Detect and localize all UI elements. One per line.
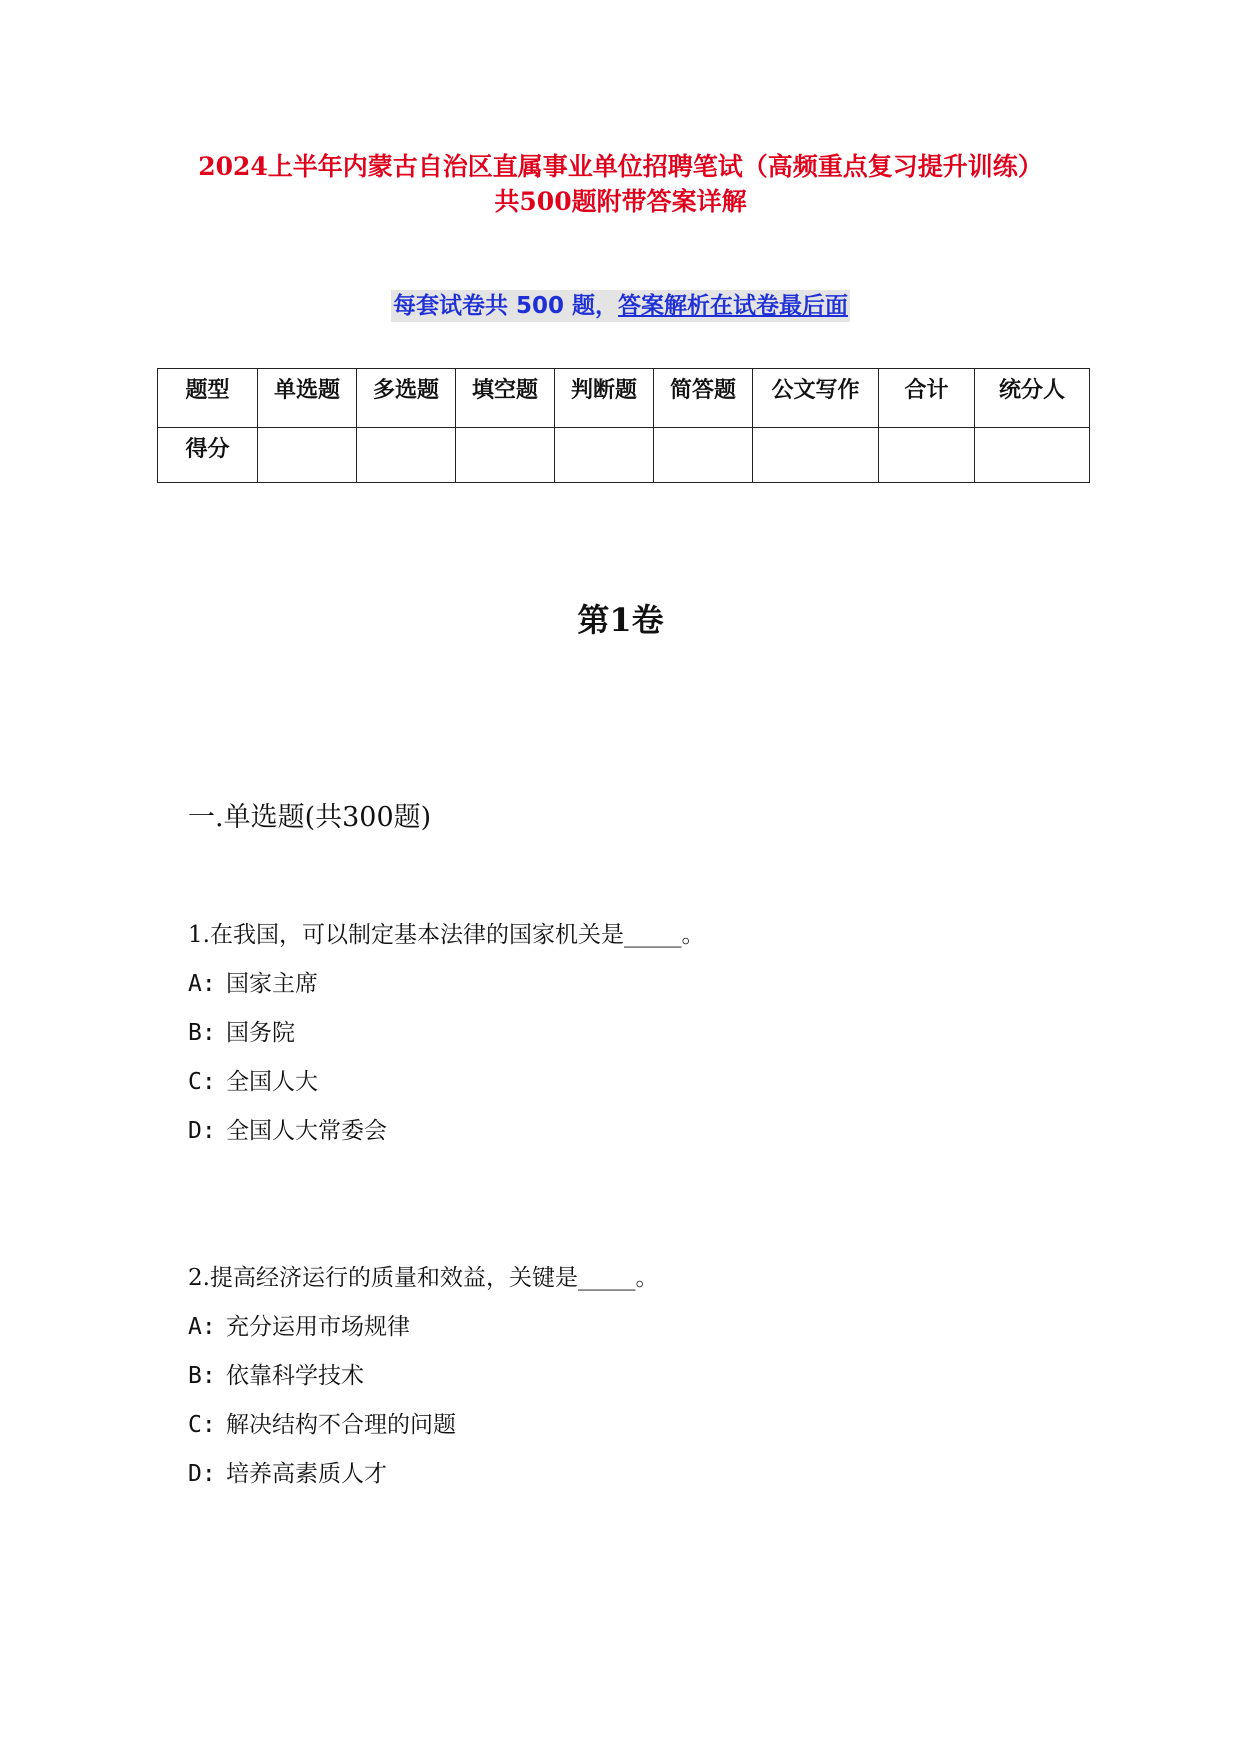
subtitle-part-1: 每套试卷共 500 题， — [392, 293, 619, 319]
option-letter: A: — [188, 971, 216, 997]
score-row-label: 得分 — [158, 428, 258, 483]
score-cell[interactable] — [654, 428, 753, 483]
option-text: 国家主席 — [226, 971, 318, 997]
header-cell-short-answer: 简答题 — [654, 369, 753, 428]
option-d — [188, 1459, 387, 1489]
option-text: 全国人大 — [226, 1069, 318, 1095]
option-letter: C: — [188, 1069, 216, 1095]
option-c — [188, 1410, 456, 1440]
score-cell[interactable] — [555, 428, 654, 483]
score-table-header-row — [158, 369, 1090, 428]
option-letter: A: — [188, 1314, 216, 1340]
option-text: 全国人大常委会 — [226, 1118, 387, 1144]
section-title: 一.单选题(共300题) — [188, 802, 432, 833]
option-letter: B: — [188, 1020, 216, 1046]
option-letter: B: — [188, 1363, 216, 1389]
volume-title: 第1卷 — [577, 601, 664, 639]
score-cell[interactable] — [456, 428, 555, 483]
option-b — [188, 1018, 295, 1048]
option-b — [188, 1361, 364, 1391]
score-cell[interactable] — [879, 428, 975, 483]
score-table — [157, 368, 1090, 483]
document-title-line-2: 共500题附带答案详解 — [494, 187, 747, 216]
option-d — [188, 1116, 387, 1146]
header-cell-single-choice: 单选题 — [258, 369, 357, 428]
header-cell-total: 合计 — [879, 369, 975, 428]
option-letter: D: — [188, 1118, 216, 1144]
header-cell-multiple-choice: 多选题 — [357, 369, 456, 428]
header-cell-official-writing: 公文写作 — [753, 369, 879, 428]
option-text: 培养高素质人才 — [226, 1461, 387, 1487]
header-cell-true-false: 判断题 — [555, 369, 654, 428]
header-cell-scorer: 统分人 — [975, 369, 1090, 428]
score-cell[interactable] — [258, 428, 357, 483]
option-letter: C: — [188, 1412, 216, 1438]
option-text: 充分运用市场规律 — [226, 1314, 410, 1340]
document-title-line-1: 2024上半年内蒙古自治区直属事业单位招聘笔试（高频重点复习提升训练） — [198, 152, 1043, 181]
header-cell-type: 题型 — [158, 369, 258, 428]
subtitle-container — [0, 290, 1241, 322]
option-c — [188, 1067, 318, 1097]
option-a — [188, 1312, 410, 1342]
score-table-score-row — [158, 428, 1090, 483]
subtitle-link[interactable]: 答案解析在试卷最后面 — [618, 293, 849, 319]
option-letter: D: — [188, 1461, 216, 1487]
header-cell-fill-blank: 填空题 — [456, 369, 555, 428]
score-cell[interactable] — [753, 428, 879, 483]
option-a — [188, 969, 318, 999]
option-text: 依靠科学技术 — [226, 1363, 364, 1389]
question-stem: 1.在我国，可以制定基本法律的国家机关是_____。 — [188, 922, 705, 948]
subtitle — [391, 290, 850, 322]
score-cell[interactable] — [975, 428, 1090, 483]
option-text: 国务院 — [226, 1020, 295, 1046]
option-text: 解决结构不合理的问题 — [226, 1412, 456, 1438]
question-stem: 2.提高经济运行的质量和效益，关键是_____。 — [188, 1265, 659, 1291]
score-cell[interactable] — [357, 428, 456, 483]
